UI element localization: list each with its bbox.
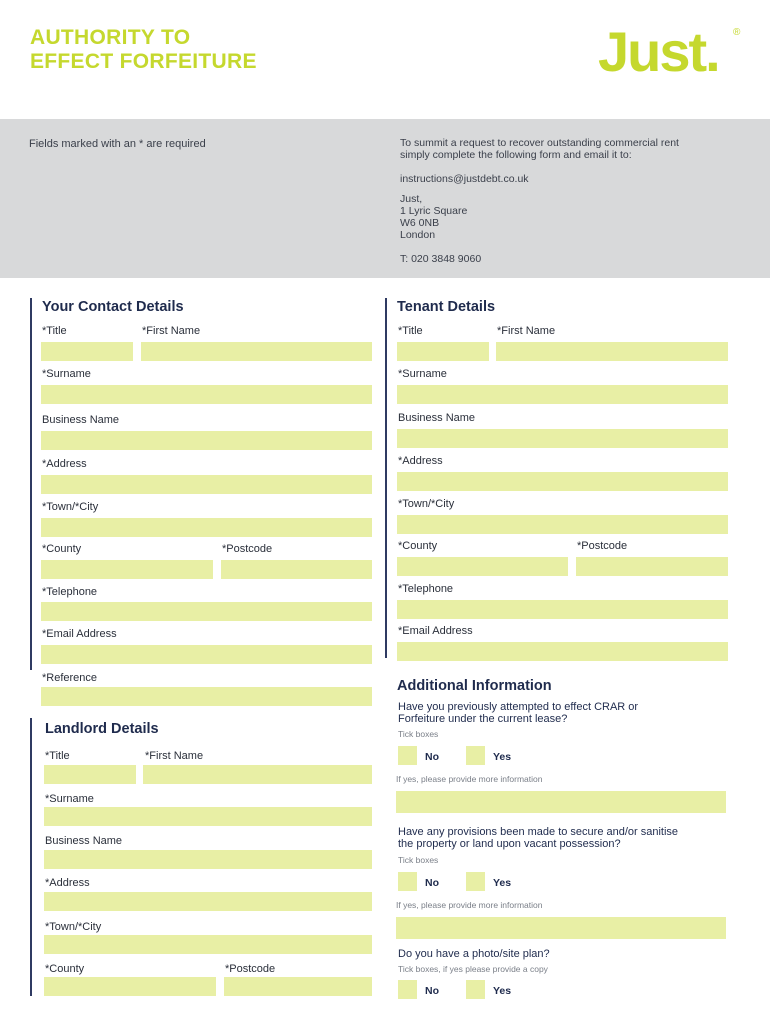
tenant-address-field[interactable]	[397, 472, 728, 491]
q1-hint: Tick boxes	[398, 729, 439, 739]
contact-heading: Your Contact Details	[42, 299, 184, 315]
contact-county-label: *County	[42, 543, 82, 555]
tenant-surname-label: *Surname	[398, 368, 447, 380]
contact-reference-label: *Reference	[42, 672, 98, 684]
contact-email-field[interactable]	[41, 645, 372, 664]
tenant-telephone-label: *Telephone	[398, 583, 454, 595]
contact-email[interactable]: instructions@justdebt.co.uk	[400, 173, 529, 185]
q1-more-info-field[interactable]	[396, 791, 726, 813]
tenant-heading: Tenant Details	[397, 299, 496, 315]
tenant-surname-field[interactable]	[397, 385, 728, 404]
tenant-postcode-field[interactable]	[576, 557, 728, 576]
q1-yes-checkbox[interactable]	[466, 746, 485, 765]
q3-yes-label: Yes	[493, 985, 512, 997]
registered-mark: ®	[733, 27, 741, 38]
q2-hint: Tick boxes	[398, 855, 439, 865]
landlord-business-label: Business Name	[45, 835, 123, 847]
contact-business-label: Business Name	[42, 414, 120, 426]
additional-heading: Additional Information	[397, 678, 552, 694]
q2-yes-label: Yes	[493, 877, 512, 889]
tenant-first-name-label: *First Name	[497, 325, 556, 337]
q1-line-2: Forfeiture under the current lease?	[398, 713, 568, 725]
contact-telephone-field[interactable]	[41, 602, 372, 621]
q2-line-2: the property or land upon vacant possession?	[398, 838, 621, 850]
tenant-county-field[interactable]	[397, 557, 568, 576]
contact-section-rule	[30, 298, 32, 670]
contact-title-field[interactable]	[41, 342, 133, 361]
landlord-heading: Landlord Details	[45, 721, 159, 737]
q1-no-checkbox[interactable]	[398, 746, 417, 765]
landlord-business-field[interactable]	[44, 850, 372, 869]
tenant-first-name-field[interactable]	[496, 342, 728, 361]
q2-no-checkbox[interactable]	[398, 872, 417, 891]
tenant-business-field[interactable]	[397, 429, 728, 448]
contact-email-label: *Email Address	[42, 628, 117, 640]
q2-more-info-label: If yes, please provide more information	[396, 900, 543, 910]
contact-phone: T: 020 3848 9060	[400, 253, 482, 265]
q3-yes-checkbox[interactable]	[466, 980, 485, 999]
contact-county-field[interactable]	[41, 560, 213, 579]
contact-reference-field[interactable]	[41, 687, 372, 706]
q2-no-label: No	[425, 877, 439, 889]
q1-line-1: Have you previously attempted to effect CRAR or	[398, 701, 639, 713]
tenant-address-label: *Address	[398, 455, 443, 467]
landlord-title-field[interactable]	[44, 765, 136, 784]
q3-hint: Tick boxes, if yes please provide a copy	[398, 964, 548, 974]
landlord-postcode-label: *Postcode	[225, 963, 276, 975]
landlord-address-field[interactable]	[44, 892, 372, 911]
form-title-line-2: EFFECT FORFEITURE	[30, 50, 257, 73]
landlord-surname-label: *Surname	[45, 793, 94, 805]
contact-address-label: *Address	[42, 458, 87, 470]
contact-surname-field[interactable]	[41, 385, 372, 404]
intro-line-2: simply complete the following form and email it to:	[400, 149, 632, 161]
address-line-2: 1 Lyric Square	[400, 205, 468, 217]
tenant-town-field[interactable]	[397, 515, 728, 534]
landlord-surname-field[interactable]	[44, 807, 372, 826]
landlord-town-field[interactable]	[44, 935, 372, 954]
landlord-county-label: *County	[45, 963, 85, 975]
q1-more-info-label: If yes, please provide more information	[396, 774, 543, 784]
required-note: Fields marked with an * are required	[29, 138, 206, 150]
q3-question: Do you have a photo/site plan?	[398, 948, 550, 960]
q1-yes-label: Yes	[493, 751, 512, 763]
tenant-business-label: Business Name	[398, 412, 476, 424]
contact-town-field[interactable]	[41, 518, 372, 537]
intro-line-1: To summit a request to recover outstanding commercial rent	[400, 137, 679, 149]
contact-postcode-label: *Postcode	[222, 543, 273, 555]
contact-business-field[interactable]	[41, 431, 372, 450]
q1-no-label: No	[425, 751, 439, 763]
address-line-3: W6 0NB	[400, 217, 440, 229]
landlord-postcode-field[interactable]	[224, 977, 372, 996]
contact-address-field[interactable]	[41, 475, 372, 494]
tenant-county-label: *County	[398, 540, 438, 552]
landlord-first-name-field[interactable]	[143, 765, 372, 784]
just-logo: Just.	[598, 20, 719, 83]
contact-surname-label: *Surname	[42, 368, 91, 380]
tenant-town-label: *Town/*City	[398, 498, 455, 510]
contact-first-name-field[interactable]	[141, 342, 372, 361]
tenant-title-field[interactable]	[397, 342, 489, 361]
landlord-address-label: *Address	[45, 877, 90, 889]
landlord-county-field[interactable]	[44, 977, 216, 996]
tenant-section-rule	[385, 298, 387, 658]
q2-yes-checkbox[interactable]	[466, 872, 485, 891]
contact-town-label: *Town/*City	[42, 501, 99, 513]
landlord-town-label: *Town/*City	[45, 921, 102, 933]
q2-more-info-field[interactable]	[396, 917, 726, 939]
tenant-email-label: *Email Address	[398, 625, 473, 637]
landlord-section-rule	[30, 718, 32, 996]
contact-title-label: *Title	[42, 325, 67, 337]
landlord-first-name-label: *First Name	[145, 750, 204, 762]
contact-telephone-label: *Telephone	[42, 586, 98, 598]
q2-line-1: Have any provisions been made to secure and/or sanitise	[398, 826, 679, 838]
tenant-email-field[interactable]	[397, 642, 728, 661]
contact-postcode-field[interactable]	[221, 560, 372, 579]
q3-no-label: No	[425, 985, 439, 997]
address-line-1: Just,	[400, 193, 423, 205]
q3-no-checkbox[interactable]	[398, 980, 417, 999]
address-line-4: London	[400, 229, 436, 241]
tenant-telephone-field[interactable]	[397, 600, 728, 619]
landlord-title-label: *Title	[45, 750, 70, 762]
tenant-postcode-label: *Postcode	[577, 540, 628, 552]
tenant-title-label: *Title	[398, 325, 423, 337]
form-title-line-1: AUTHORITY TO	[30, 26, 191, 49]
contact-first-name-label: *First Name	[142, 325, 201, 337]
